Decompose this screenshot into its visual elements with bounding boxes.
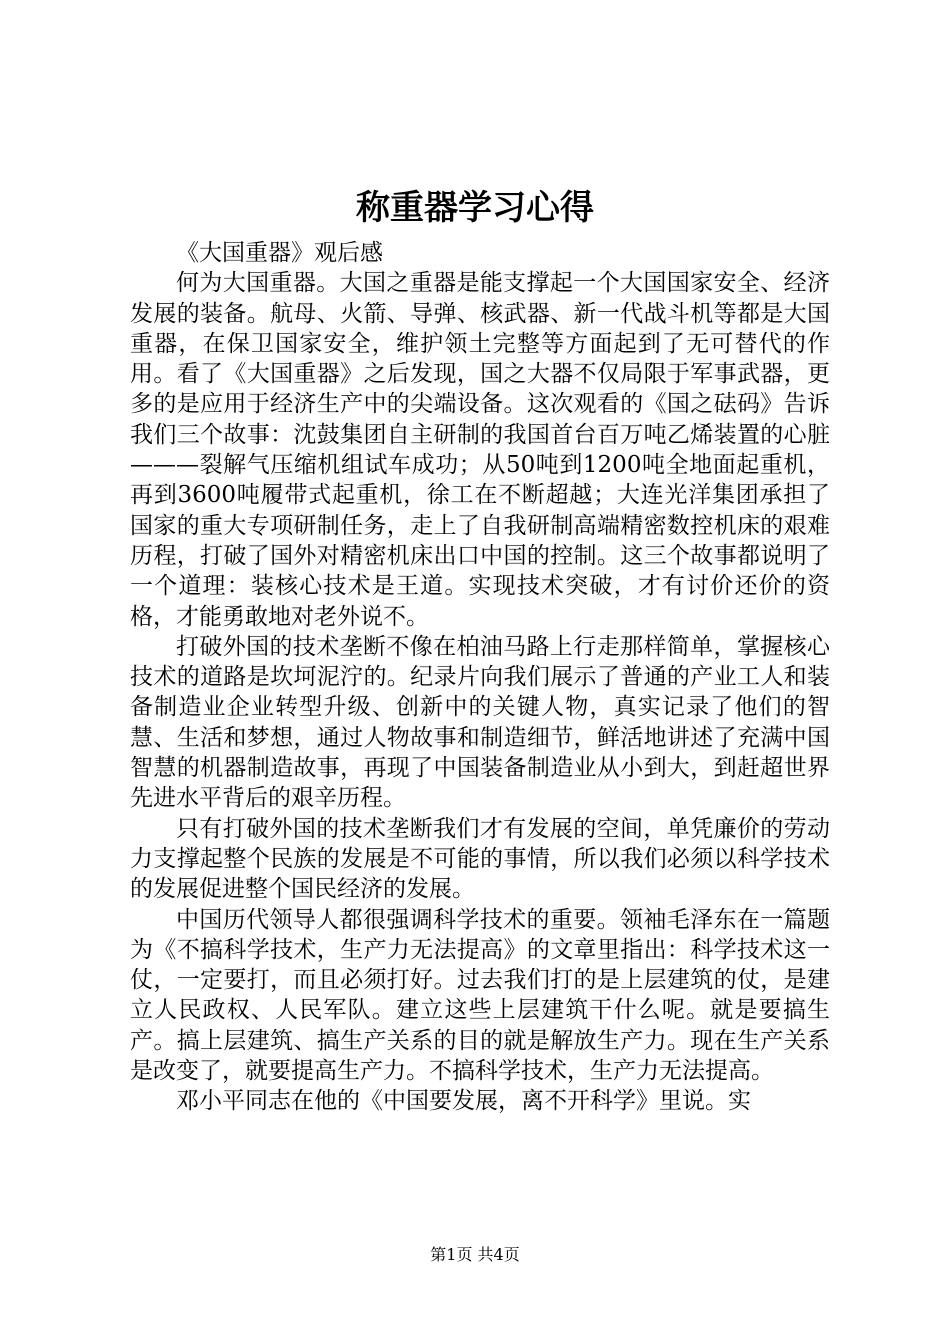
subtitle-paragraph: 《大国重器》观后感 [176,240,383,266]
body-paragraph: 打破外国的技术垄断不像在柏油马路上行走那样简单，掌握核心技术的道路是坎坷泥泞的。纪录片向我们展示了普通的产业工人和装备制造业企业转型升级、创新中的关键人物，真实记录了他们的智慧、生活和梦想，通过人物故事和制造细节，鲜活地讲述了充满中国智慧的机器制造故事，再现了中国装备制造业从小到大，到赶超世界先进水平背后的艰辛历程。 [130,633,830,812]
document-body [130,238,830,1117]
body-paragraph: 只有打破外国的技术垄断我们才有发展的空间，单凭廉价的劳动力支撑起整个民族的发展是不可能的事情，所以我们必须以科学技术的发展促进整个国民经济的发展。 [130,815,830,903]
body-paragraph: 中国历代领导人都很强调科学技术的重要。领袖毛泽东在一篇题为《不搞科学技术，生产力无法提高》的文章里指出：科学技术这一仗，一定要打，而且必须打好。过去我们打的是上层建筑的仗，是建立人民政权、人民军队。建立这些上层建筑干什么呢。就是要搞生产。搞上层建筑、搞生产关系的目的就是解放生产力。现在生产关系是改变了，就要提高生产力。不搞科学技术，生产力无法提高。 [130,906,830,1085]
body-paragraph: 何为大国重器。大国之重器是能支撑起一个大国国家安全、经济发展的装备。航母、火箭、导弹、核武器、新一代战斗机等都是大国重器，在保卫国家安全，维护领土完整等方面起到了无可替代的作用。看了《大国重器》之后发现，国之大器不仅局限于军事武器，更多的是应用于经济生产中的尖端设备。这次观看的《国之砝码》告诉我们三个故事：沈鼓集团自主研制的我国首台百万吨乙烯装置的心脏———裂解气压缩机组试车成功；从50吨到1200吨全地面起重机，再到3600吨履带式起重机，徐工在不断超越；大连光洋集团承担了国家的重大专项研制任务，走上了自我研制高端精密数控机床的艰难历程，打破了国外对精密机床出口中国的控制。这三个故事都说明了一个道理：装核心技术是王道。实现技术突破，才有讨价还价的资格，才能勇敢地对老外说不。 [130,270,830,630]
page-footer: 第1页 共4页 [430,1245,520,1264]
document-title: 称重器学习心得 [356,188,594,228]
body-paragraph: 邓小平同志在他的《中国要发展，离不开科学》里说。实 [176,1088,751,1115]
